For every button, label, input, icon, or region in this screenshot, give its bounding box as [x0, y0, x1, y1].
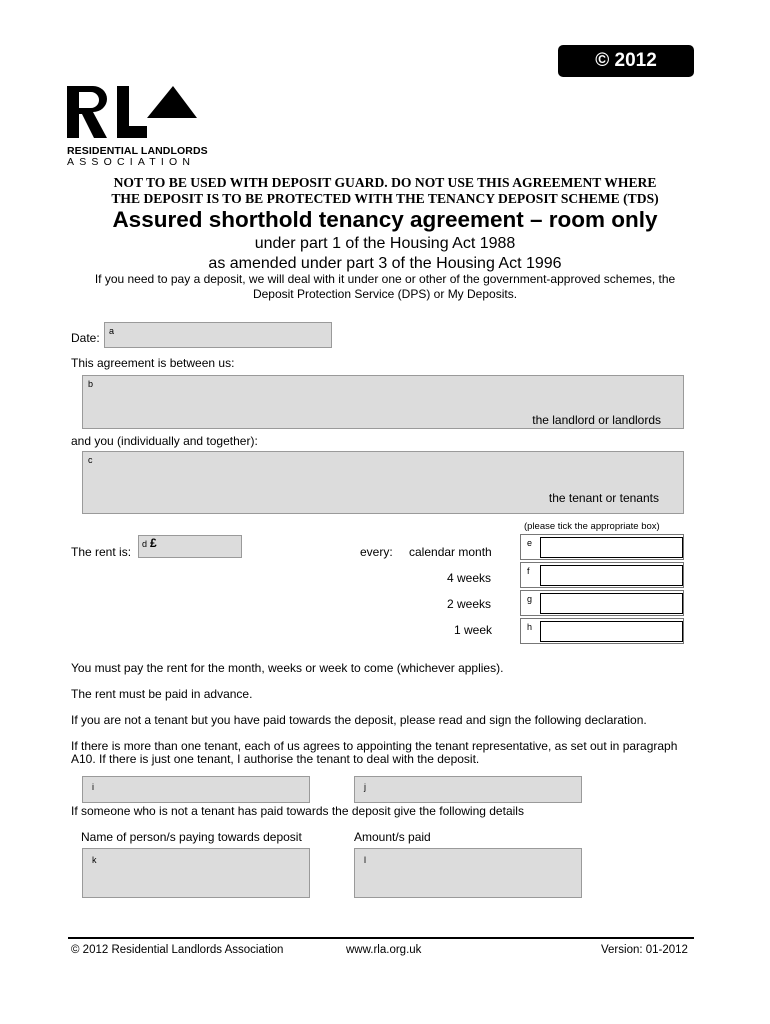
- period-2-weeks-box: [540, 593, 683, 614]
- field-letter-e: e: [527, 538, 533, 548]
- period-2-weeks-label: 2 weeks: [447, 597, 492, 611]
- pound-sign: £: [150, 536, 157, 550]
- date-field[interactable]: [104, 322, 332, 348]
- amount-paid-label: Amount/s paid: [354, 830, 431, 844]
- intro-line-1: If you need to pay a deposit, we will deal with it under one or other of the government-approved schemes, the: [94, 272, 676, 286]
- tenant-representative-line-1: If there is more than one tenant, each of us agrees to appointing the tenant representative, as set out in paragraph: [71, 739, 678, 753]
- period-1-week-checkbox[interactable]: [520, 618, 684, 644]
- warning-text: [60, 175, 710, 207]
- period-1-week-box: [540, 621, 683, 642]
- rent-amount-field[interactable]: [138, 535, 242, 558]
- copyright-badge: © 2012: [558, 45, 694, 77]
- period-4-weeks-box: [540, 565, 683, 586]
- rent-label: The rent is:: [71, 545, 132, 559]
- org-name-line2: ASSOCIATION: [67, 156, 196, 168]
- footer-website-link[interactable]: www.rla.org.uk: [346, 944, 422, 956]
- footer-divider: [68, 937, 694, 939]
- field-letter-l: l: [364, 855, 366, 865]
- signature-field-i[interactable]: [82, 776, 310, 803]
- field-letter-b: b: [88, 379, 94, 389]
- declaration-note: If you are not a tenant but you have paid towards the deposit, please read and sign the following declaration.: [71, 713, 647, 727]
- agreement-between-label: This agreement is between us:: [71, 356, 235, 370]
- field-letter-k: k: [92, 855, 97, 865]
- non-tenant-deposit-note: If someone who is not a tenant has paid towards the deposit give the following details: [71, 804, 524, 818]
- and-you-label: and you (individually and together):: [71, 434, 258, 448]
- period-calendar-month-checkbox[interactable]: [520, 534, 684, 560]
- footer-version: Version: 01-2012: [601, 944, 688, 956]
- tenant-caption: the tenant or tenants: [548, 491, 659, 505]
- period-1-week-label: 1 week: [454, 623, 493, 637]
- period-4-weeks-label: 4 weeks: [447, 571, 492, 585]
- date-label: Date:: [71, 331, 100, 345]
- rent-advance-note: The rent must be paid in advance.: [71, 687, 253, 701]
- tenant-field[interactable]: [82, 451, 684, 514]
- rla-logo: [67, 86, 207, 138]
- document-title: Assured shorthold tenancy agreement – room only: [112, 207, 658, 232]
- period-calendar-month-label: calendar month: [409, 545, 492, 559]
- intro-line-2: Deposit Protection Service (DPS) or My Deposits.: [252, 287, 518, 301]
- payer-name-label: Name of person/s paying towards deposit: [81, 830, 302, 844]
- subtitle-housing-act-1988: under part 1 of the Housing Act 1988: [254, 235, 516, 252]
- every-label: every:: [360, 545, 393, 559]
- warning-line-2: THE DEPOSIT IS TO BE PROTECTED WITH THE TENANCY DEPOSIT SCHEME (TDS): [111, 191, 659, 206]
- tick-note: (please tick the appropriate box): [524, 521, 660, 532]
- subtitle-housing-act-1996: as amended under part 3 of the Housing Act 1996: [208, 255, 562, 272]
- tenant-representative-line-2: A10. If there is just one tenant, I authorise the tenant to deal with the deposit.: [71, 752, 480, 766]
- field-letter-h: h: [527, 622, 533, 632]
- warning-line-1: NOT TO BE USED WITH DEPOSIT GUARD. DO NOT USE THIS AGREEMENT WHERE: [113, 175, 657, 190]
- intro-text: [70, 272, 700, 302]
- period-calendar-month-box: [540, 537, 683, 558]
- field-letter-f: f: [527, 566, 530, 576]
- landlord-caption: the landlord or landlords: [532, 413, 661, 427]
- org-name-line1: RESIDENTIAL LANDLORDS: [67, 145, 208, 157]
- period-4-weeks-checkbox[interactable]: [520, 562, 684, 588]
- field-letter-d: d: [142, 539, 148, 549]
- amount-paid-field[interactable]: [354, 848, 582, 898]
- field-letter-g: g: [527, 594, 533, 604]
- field-letter-c: c: [88, 455, 93, 465]
- signature-field-j[interactable]: [354, 776, 582, 803]
- field-letter-j: j: [364, 782, 366, 792]
- footer-copyright: © 2012 Residential Landlords Association: [71, 944, 284, 956]
- payer-name-field[interactable]: [82, 848, 310, 898]
- period-2-weeks-checkbox[interactable]: [520, 590, 684, 616]
- landlord-field[interactable]: [82, 375, 684, 429]
- field-letter-a: a: [109, 326, 115, 336]
- rent-period-note: You must pay the rent for the month, weeks or week to come (whichever applies).: [71, 661, 504, 675]
- field-letter-i: i: [92, 782, 94, 792]
